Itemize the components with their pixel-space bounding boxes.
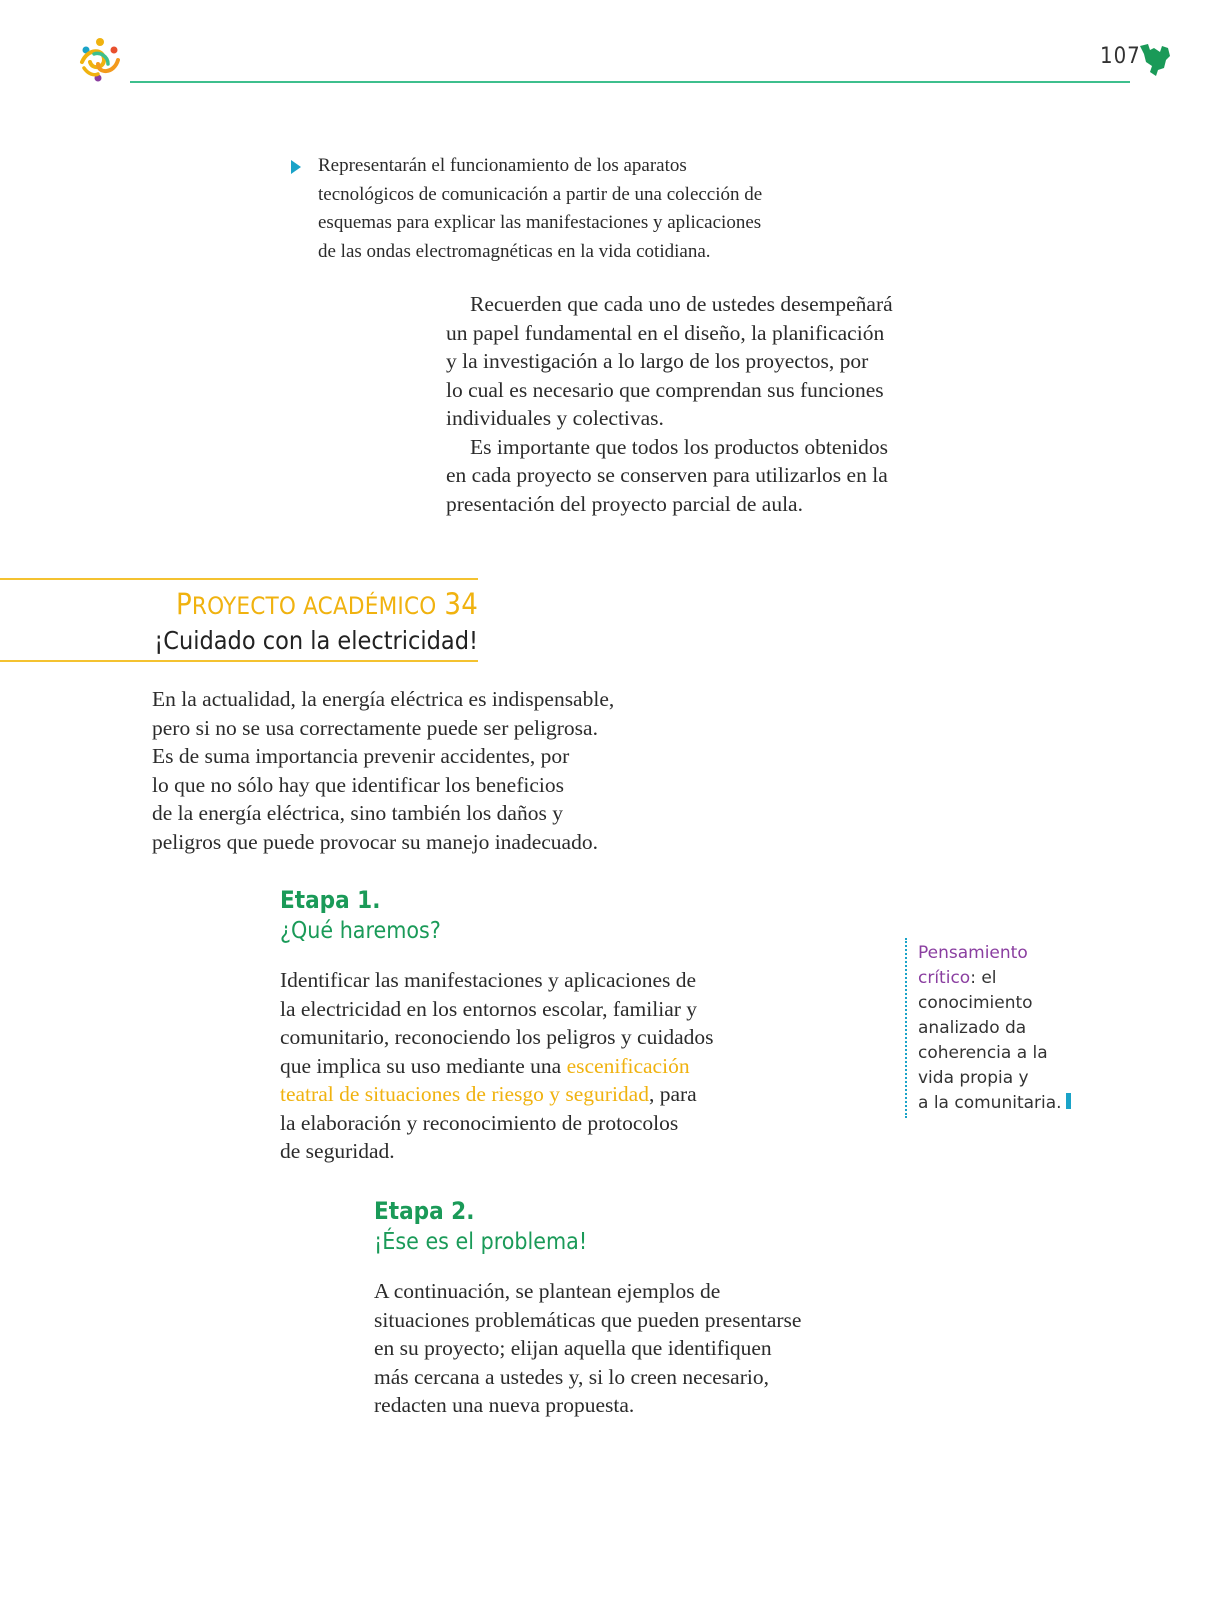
stage-1-line: la elaboración y reconocimiento de protocolos bbox=[280, 1110, 679, 1135]
stage-2-heading: Etapa 2. bbox=[374, 1197, 475, 1225]
project-title: ¡Cuidado con la electricidad! bbox=[154, 626, 478, 655]
stage-2-line: situaciones problemáticas que pueden presentarse bbox=[374, 1307, 802, 1332]
note-term: crítico bbox=[918, 968, 971, 988]
stage-1-heading: Etapa 1. bbox=[280, 886, 381, 914]
intro-line: Es de suma importancia prevenir accidentes, por bbox=[152, 744, 570, 768]
bullet-line: de las ondas electromagnéticas en la vida cotidiana. bbox=[318, 240, 711, 262]
stage-1-line bbox=[280, 1080, 760, 1109]
reminder-line: un papel fundamental en el diseño, la planificación bbox=[446, 320, 885, 345]
reminder-line: Es importante que todos los productos obtenidos bbox=[470, 434, 889, 459]
reminder-text bbox=[446, 290, 936, 518]
reminder-line: individuales y colectivas. bbox=[446, 406, 664, 430]
project-label-text: ROYECTO ACADÉMICO bbox=[191, 592, 437, 620]
sidebar-dotted-rule bbox=[905, 938, 907, 1118]
note-line bbox=[918, 966, 1088, 991]
page-number: 107 bbox=[1100, 44, 1141, 69]
stage-1-line: Identificar las manifestaciones y aplicaciones de bbox=[280, 968, 697, 992]
bullet-triangle-icon bbox=[291, 160, 301, 174]
project-rule-bottom bbox=[0, 660, 478, 662]
people-circle-logo-icon bbox=[74, 34, 126, 86]
reminder-line: presentación del proyecto parcial de aula. bbox=[446, 491, 803, 516]
reminder-line: en cada proyecto se conserven para utilizarlos en la bbox=[446, 463, 888, 487]
intro-line: pero si no se usa correctamente puede ser peligrosa. bbox=[152, 715, 598, 740]
note-line bbox=[918, 1091, 1088, 1116]
stage-1-subtitle: ¿Qué haremos? bbox=[280, 918, 441, 944]
stage-1-highlight: escenificación bbox=[566, 1053, 690, 1078]
note-line: analizado da bbox=[918, 1018, 1027, 1038]
stage-1-line: de seguridad. bbox=[280, 1139, 395, 1163]
project-label-initial: P bbox=[175, 587, 192, 621]
reminder-line: Recuerden que cada uno de ustedes desempeñará bbox=[470, 292, 893, 316]
mexico-map-icon bbox=[1138, 40, 1172, 78]
intro-line: peligros que puede provocar su manejo inadecuado. bbox=[152, 829, 598, 854]
note-term: Pensamiento bbox=[918, 943, 1028, 963]
note-line: conocimiento bbox=[918, 993, 1033, 1013]
intro-line: lo que no sólo hay que identificar los beneficios bbox=[152, 772, 564, 797]
reminder-paragraph-2 bbox=[446, 433, 936, 519]
header-rule bbox=[130, 81, 1130, 83]
project-number: 34 bbox=[444, 587, 478, 621]
project-label bbox=[176, 587, 478, 621]
bullet-line: tecnológicos de comunicación a partir de una colección de bbox=[318, 183, 763, 205]
note-text: : el bbox=[970, 968, 997, 988]
bullet-text bbox=[318, 152, 831, 266]
note-line: coherencia a la bbox=[918, 1043, 1048, 1063]
sidebar-note bbox=[918, 941, 1088, 1116]
stage-1-highlight: teatral de situaciones de riesgo y seguridad bbox=[280, 1082, 649, 1106]
stage-2-line: en su proyecto; elijan aquella que identifiquen bbox=[374, 1336, 772, 1360]
stage-1-line: comunitario, reconociendo los peligros y cuidados bbox=[280, 1025, 714, 1049]
note-end-marker bbox=[1066, 1093, 1071, 1109]
note-line: vida propia y bbox=[918, 1068, 1029, 1088]
reminder-paragraph-1 bbox=[446, 290, 936, 433]
intro-line: de la energía eléctrica, sino también los daños y bbox=[152, 801, 563, 825]
bullet-line: Representarán el funcionamiento de los aparatos bbox=[318, 155, 687, 176]
reminder-line: y la investigación a lo largo de los proyectos, por bbox=[446, 349, 869, 373]
stage-2-line: redacten una nueva propuesta. bbox=[374, 1393, 635, 1417]
stage-1-text bbox=[280, 966, 760, 1166]
stage-2-subtitle: ¡Ése es el problema! bbox=[374, 1229, 588, 1255]
bullet-line: esquemas para explicar las manifestaciones y aplicaciones bbox=[318, 212, 762, 233]
reminder-line: lo cual es necesario que comprendan sus funciones bbox=[446, 377, 884, 402]
stage-2-text bbox=[374, 1277, 854, 1420]
intro-line: En la actualidad, la energía eléctrica es indispensable, bbox=[152, 687, 615, 711]
stage-1-line: la electricidad en los entornos escolar, familiar y bbox=[280, 996, 698, 1021]
stage-1-text-fragment: que implica su uso mediante una bbox=[280, 1053, 567, 1078]
stage-2-line: A continuación, se plantean ejemplos de bbox=[374, 1279, 721, 1303]
bullet-item bbox=[291, 152, 831, 266]
stage-1-line bbox=[280, 1052, 760, 1081]
stage-2-line: más cercana a ustedes y, si lo creen necesario, bbox=[374, 1364, 769, 1389]
note-text: a la comunitaria. bbox=[918, 1093, 1062, 1113]
project-rule-top bbox=[0, 578, 478, 580]
stage-1-text-fragment: , para bbox=[648, 1082, 697, 1106]
intro-paragraph bbox=[152, 685, 672, 856]
